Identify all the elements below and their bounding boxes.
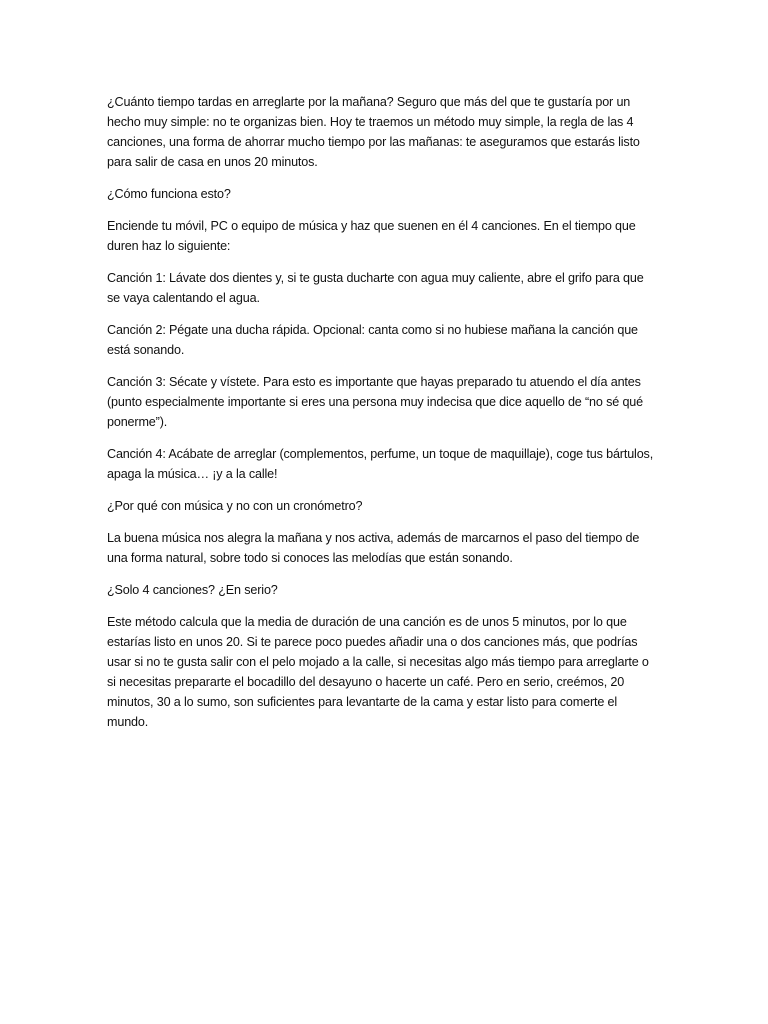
song-4-paragraph: Canción 4: Acábate de arreglar (complementos, perfume, un toque de maquillaje), coge tus bártulos, apaga la música… ¡y a la calle! [107,447,654,481]
music-benefits-paragraph: La buena música nos alegra la mañana y nos activa, además de marcarnos el paso del tiempo de una forma natural, sobre todo si conoces las melodías que están sonando. [107,531,640,565]
intro-paragraph: ¿Cuánto tiempo tardas en arreglarte por la mañana? Seguro que más del que te gustaría por un hecho muy simple: no te organizas bien. Hoy te traemos un método muy simple, la regla de las 4 canciones, una forma de ahorrar mucho tiempo por las mañanas: te aseguramos que estarás listo para salir de casa en unos 20 minutos. [107,95,640,169]
document-page [107,92,655,744]
question-how-it-works: ¿Cómo funciona esto? [107,187,231,201]
conclusion-paragraph: Este método calcula que la media de duración de una canción es de unos 5 minutos, por lo que estarías listo en unos 20. Si te parece poco puedes añadir una o dos canciones más, que podrías usar si no te gusta salir con el pelo mojado a la calle, si necesitas algo más tiempo para arreglarte o si necesitas prepararte el bocadillo del desayuno o hacerte un café. Pero en serio, creémos, 20 minutos, 30 a lo sumo, son suficientes para levantarte de la cama y estar listo para comerte el mundo. [107,615,649,729]
question-only-four-songs: ¿Solo 4 canciones? ¿En serio? [107,583,278,597]
instructions-paragraph: Enciende tu móvil, PC o equipo de música y haz que suenen en él 4 canciones. En el tiempo que duren haz lo siguiente: [107,219,636,253]
song-2-paragraph: Canción 2: Pégate una ducha rápida. Opcional: canta como si no hubiese mañana la canción que está sonando. [107,323,638,357]
question-why-music: ¿Por qué con música y no con un cronómetro? [107,499,363,513]
song-3-paragraph: Canción 3: Sécate y vístete. Para esto es importante que hayas preparado tu atuendo el día antes (punto especialmente importante si eres una persona muy indecisa que dice aquello de “no sé qué ponerme”). [107,375,644,429]
song-1-paragraph: Canción 1: Lávate dos dientes y, si te gusta ducharte con agua muy caliente, abre el grifo para que se vaya calentando el agua. [107,271,644,305]
